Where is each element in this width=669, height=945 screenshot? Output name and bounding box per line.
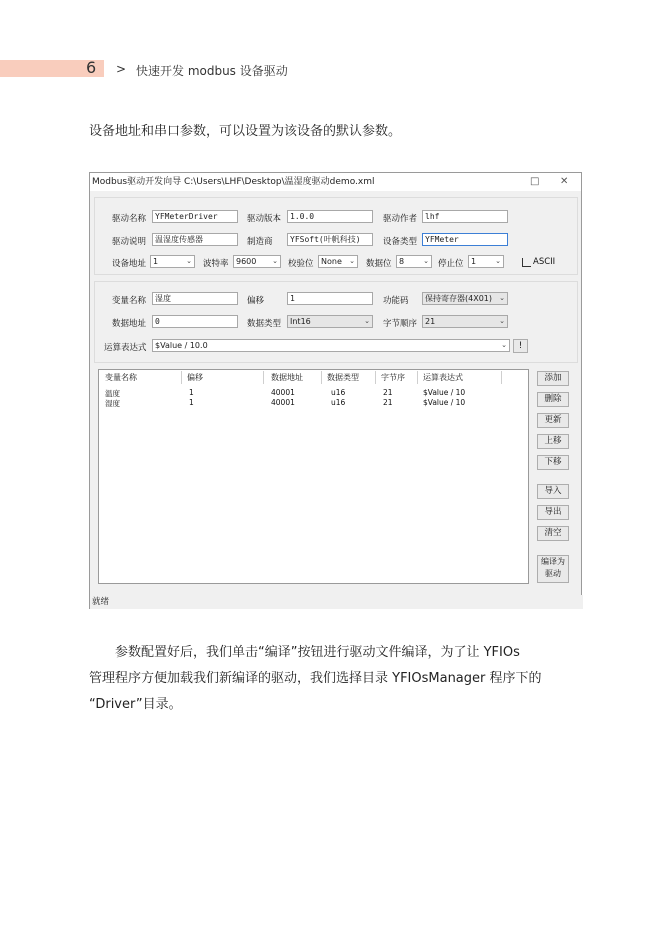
cell-data-type: u16 <box>331 398 346 407</box>
cell-expr: $Value / 10 <box>423 388 466 397</box>
chapter-title: 快速开发 modbus 设备驱动 <box>136 64 288 78</box>
var-offset-input[interactable]: 1 <box>287 292 373 305</box>
expr-help-button[interactable]: ! <box>513 339 528 353</box>
paragraph-line-3: “Driver”目录。 <box>89 697 182 712</box>
device-addr-label: 设备地址 <box>112 259 147 269</box>
cell-name: 温度 <box>105 389 120 398</box>
device-type-input[interactable]: YFMeter <box>422 233 508 246</box>
delete-button[interactable]: 删除 <box>537 392 569 407</box>
clear-button[interactable]: 清空 <box>537 526 569 541</box>
stopbits-value: 1 <box>471 257 477 266</box>
byte-order-select[interactable] <box>422 315 508 328</box>
expr-select[interactable] <box>152 339 510 352</box>
header-arrow: > <box>116 62 127 76</box>
col-header-byte-order[interactable]: 字节序 <box>381 373 405 382</box>
chevron-down-icon: ⌄ <box>499 294 505 302</box>
maximize-icon[interactable]: □ <box>530 176 540 187</box>
driver-version-label: 驱动版本 <box>247 214 282 224</box>
databits-label: 数据位 <box>366 259 392 269</box>
col-header-data-addr[interactable]: 数据地址 <box>271 373 303 382</box>
chevron-down-icon: ⌄ <box>423 257 429 265</box>
data-type-select[interactable] <box>287 315 373 328</box>
stopbits-select[interactable] <box>468 255 504 268</box>
page-number: 6 <box>86 58 97 77</box>
window-title: Modbus驱动开发向导 C:\Users\LHF\Desktop\温湿度驱动demo.xml <box>92 177 375 187</box>
ascii-label: ASCII <box>533 257 556 267</box>
driver-author-label: 驱动作者 <box>383 214 418 224</box>
window-titlebar <box>90 173 581 191</box>
export-button[interactable]: 导出 <box>537 505 569 520</box>
baud-label: 波特率 <box>203 259 229 269</box>
expr-label: 运算表达式 <box>104 343 147 353</box>
add-button[interactable]: 添加 <box>537 371 569 386</box>
move-up-button[interactable]: 上移 <box>537 434 569 449</box>
variable-table <box>98 369 529 584</box>
driver-desc-input[interactable]: 温湿度传感器 <box>152 233 238 246</box>
chevron-down-icon: ⌄ <box>495 257 501 265</box>
cell-data-addr: 40001 <box>271 388 295 397</box>
cell-offset: 1 <box>189 398 194 407</box>
vendor-label: 制造商 <box>247 237 273 247</box>
move-down-button[interactable]: 下移 <box>537 455 569 470</box>
driver-version-input[interactable]: 1.0.0 <box>287 210 373 223</box>
close-icon[interactable]: ✕ <box>560 176 569 187</box>
func-code-value: 保持寄存器(4X01) <box>425 294 492 303</box>
paragraph-line-1: 参数配置好后，我们单击“编译”按钮进行驱动文件编译，为了让 YFIOs <box>115 645 520 660</box>
cell-byte-order: 21 <box>383 398 393 407</box>
var-name-label: 变量名称 <box>112 296 147 306</box>
device-type-label: 设备类型 <box>383 237 418 247</box>
cell-data-type: u16 <box>331 388 346 397</box>
baud-value: 9600 <box>236 257 257 266</box>
func-code-select[interactable] <box>422 292 508 305</box>
data-addr-label: 数据地址 <box>112 319 147 329</box>
data-type-label: 数据类型 <box>247 319 282 329</box>
compile-button[interactable]: 编译为 驱动 <box>537 555 569 583</box>
chevron-down-icon: ⌄ <box>364 317 370 325</box>
intro-text: 设备地址和串口参数，可以设置为该设备的默认参数。 <box>89 124 402 139</box>
byte-order-value: 21 <box>425 317 436 326</box>
parity-value: None <box>321 257 342 266</box>
chevron-down-icon: ⌄ <box>501 341 507 349</box>
databits-value: 8 <box>399 257 405 266</box>
driver-name-label: 驱动名称 <box>112 214 147 224</box>
chevron-down-icon: ⌄ <box>349 257 355 265</box>
stopbits-label: 停止位 <box>438 259 464 269</box>
import-button[interactable]: 导入 <box>537 484 569 499</box>
cell-offset: 1 <box>189 388 194 397</box>
status-bar <box>90 595 583 609</box>
data-type-value: Int16 <box>290 317 311 326</box>
device-addr-select[interactable] <box>150 255 195 268</box>
cell-byte-order: 21 <box>383 388 393 397</box>
device-addr-value: 1 <box>153 257 159 266</box>
cell-name: 湿度 <box>105 399 120 408</box>
col-header-data-type[interactable]: 数据类型 <box>327 373 359 382</box>
vendor-input[interactable]: YFSoft(叶帆科技) <box>287 233 373 246</box>
byte-order-label: 字节顺序 <box>383 319 418 329</box>
col-header-offset[interactable]: 偏移 <box>187 373 203 382</box>
baud-select[interactable] <box>233 255 281 268</box>
driver-desc-label: 驱动说明 <box>112 237 147 247</box>
ascii-checkbox[interactable] <box>522 258 531 267</box>
paragraph-line-2: 管理程序方便加载我们新编译的驱动，我们选择目录 YFIOsManager 程序下的 <box>89 671 542 686</box>
parity-select[interactable] <box>318 255 358 268</box>
col-header-name[interactable]: 变量名称 <box>105 373 137 382</box>
chevron-down-icon: ⌄ <box>186 257 192 265</box>
chevron-down-icon: ⌄ <box>499 317 505 325</box>
chevron-down-icon: ⌄ <box>272 257 278 265</box>
parity-label: 校验位 <box>288 259 314 269</box>
driver-name-input[interactable]: YFMeterDriver <box>152 210 238 223</box>
databits-select[interactable] <box>396 255 432 268</box>
var-name-input[interactable]: 湿度 <box>152 292 238 305</box>
cell-expr: $Value / 10 <box>423 398 466 407</box>
var-offset-label: 偏移 <box>247 296 265 306</box>
expr-value: $Value / 10.0 <box>155 341 208 350</box>
driver-wizard-window <box>89 172 582 609</box>
status-text: 就绪 <box>92 597 110 607</box>
col-header-expr[interactable]: 运算表达式 <box>423 373 463 382</box>
data-addr-input[interactable]: 0 <box>152 315 238 328</box>
update-button[interactable]: 更新 <box>537 413 569 428</box>
func-code-label: 功能码 <box>383 296 409 306</box>
cell-data-addr: 40001 <box>271 398 295 407</box>
driver-author-input[interactable]: lhf <box>422 210 508 223</box>
